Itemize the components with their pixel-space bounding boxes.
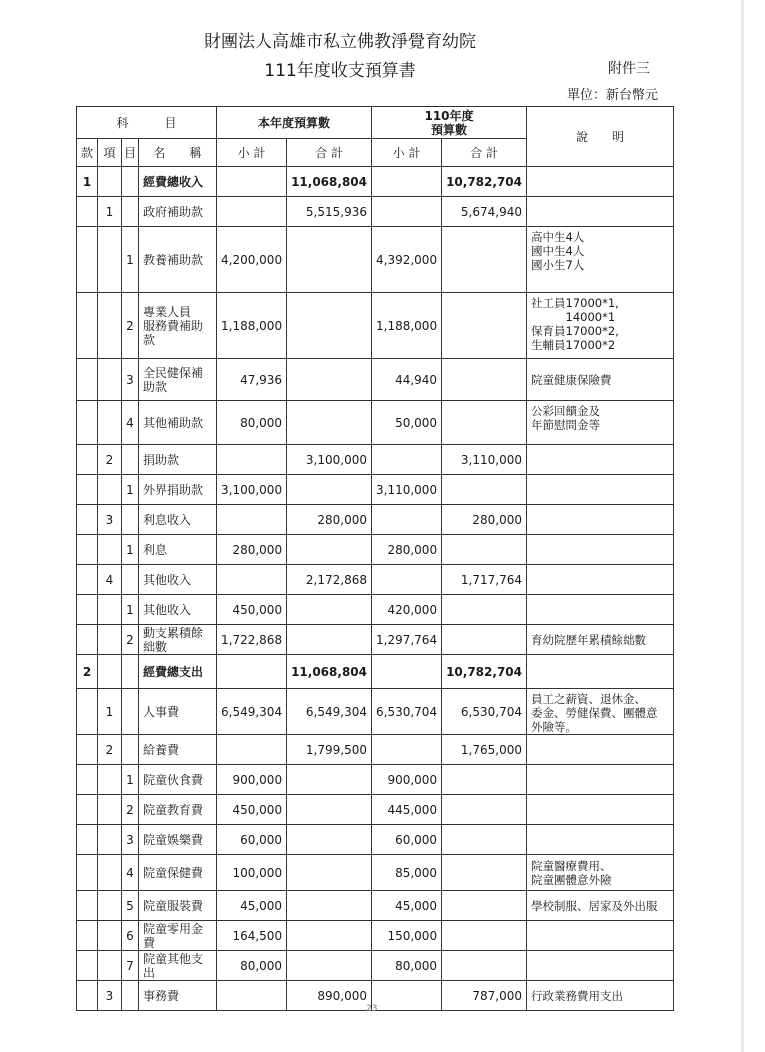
note-cell: 行政業務費用支出 (527, 981, 674, 1011)
current-total-cell: 2,172,868 (287, 565, 372, 595)
kuan-cell (77, 475, 98, 505)
name-cell: 院童伙食費 (139, 765, 217, 795)
current-total-cell (287, 293, 372, 359)
kuan-cell (77, 689, 98, 735)
xiang-cell: 3 (98, 981, 122, 1011)
note-cell (527, 795, 674, 825)
current-total-cell (287, 625, 372, 655)
mu-cell: 7 (122, 951, 139, 981)
name-cell: 全民健保補 助款 (139, 359, 217, 401)
kuan-cell (77, 855, 98, 891)
note-cell: 社工員17000*1, 14000*1 保育員17000*2, 生輔員17000*2 (527, 293, 674, 359)
name-cell: 人事費 (139, 689, 217, 735)
note-cell (527, 595, 674, 625)
unit-label: 單位：新台幣元 (567, 88, 659, 103)
table-row (77, 625, 674, 655)
prev-subtotal-cell: 280,000 (372, 535, 442, 565)
mu-cell (122, 981, 139, 1011)
current-total-cell (287, 891, 372, 921)
prev-subtotal-cell: 80,000 (372, 951, 442, 981)
page-number: 23 (366, 1004, 378, 1014)
prev-total-cell (442, 795, 527, 825)
prev-subtotal-cell: 1,297,764 (372, 625, 442, 655)
note-cell: 育幼院歷年累積餘絀數 (527, 625, 674, 655)
kuan-cell (77, 197, 98, 227)
prev-subtotal-cell: 4,392,000 (372, 227, 442, 293)
current-subtotal-cell (217, 655, 287, 689)
note-cell: 公彩回饋金及 年節慰問金等 (527, 401, 674, 445)
current-subtotal-cell (217, 197, 287, 227)
xiang-cell (98, 595, 122, 625)
note-cell: 員工之薪資、退休金、 委金、勞健保費、團體意 外險等。 (527, 689, 674, 735)
name-cell: 院童零用金費 (139, 921, 217, 951)
name-cell: 其他收入 (139, 565, 217, 595)
note-cell (527, 825, 674, 855)
prev-subtotal-cell: 445,000 (372, 795, 442, 825)
note-cell (527, 655, 674, 689)
note-cell (527, 197, 674, 227)
current-subtotal-cell (217, 505, 287, 535)
mu-cell (122, 655, 139, 689)
kuan-cell: 1 (77, 167, 98, 197)
current-subtotal-header: 小 計 (217, 139, 287, 167)
table-row (77, 655, 674, 689)
mu-cell (122, 735, 139, 765)
xiang-cell (98, 855, 122, 891)
table-row (77, 951, 674, 981)
name-cell: 院童教育費 (139, 795, 217, 825)
mu-cell (122, 565, 139, 595)
current-total-cell (287, 401, 372, 445)
xiang-cell: 2 (98, 445, 122, 475)
name-cell: 院童娛樂費 (139, 825, 217, 855)
xiang-cell (98, 655, 122, 689)
kuan-cell (77, 535, 98, 565)
prev-subtotal-cell: 150,000 (372, 921, 442, 951)
xiang-cell (98, 625, 122, 655)
table-row (77, 765, 674, 795)
note-cell: 高中生4人 國中生4人 國小生7人 (527, 227, 674, 293)
xiang-cell (98, 825, 122, 855)
name-cell: 外界捐助款 (139, 475, 217, 505)
kuan-cell (77, 795, 98, 825)
prev-total-cell (442, 595, 527, 625)
xiang-cell (98, 401, 122, 445)
table-row (77, 167, 674, 197)
note-cell (527, 735, 674, 765)
note-cell (527, 951, 674, 981)
table-row (77, 475, 674, 505)
prev-subtotal-header: 小 計 (372, 139, 442, 167)
prev-subtotal-cell (372, 505, 442, 535)
current-budget-header: 本年度預算數 (217, 107, 372, 139)
kuan-cell: 2 (77, 655, 98, 689)
current-total-cell (287, 855, 372, 891)
mu-cell: 1 (122, 765, 139, 795)
current-subtotal-cell: 100,000 (217, 855, 287, 891)
table-row (77, 595, 674, 625)
kuan-cell (77, 595, 98, 625)
note-cell: 學校制服、居家及外出服 (527, 891, 674, 921)
prev-subtotal-cell: 900,000 (372, 765, 442, 795)
current-subtotal-cell: 80,000 (217, 951, 287, 981)
org-title: 財團法人高雄市私立佛教淨覺育幼院 (204, 32, 476, 52)
kuan-cell (77, 891, 98, 921)
note-cell: 院童健康保險費 (527, 359, 674, 401)
current-subtotal-cell: 6,549,304 (217, 689, 287, 735)
current-subtotal-cell: 60,000 (217, 825, 287, 855)
prev-total-cell (442, 825, 527, 855)
name-cell: 經費總支出 (139, 655, 217, 689)
name-cell: 政府補助款 (139, 197, 217, 227)
kuan-cell (77, 825, 98, 855)
prev-total-cell: 5,674,940 (442, 197, 527, 227)
mu-cell: 2 (122, 625, 139, 655)
current-total-cell: 11,068,804 (287, 655, 372, 689)
prev-subtotal-cell: 420,000 (372, 595, 442, 625)
current-total-cell: 890,000 (287, 981, 372, 1011)
xiang-header: 項 (98, 139, 122, 167)
kuan-cell (77, 401, 98, 445)
mu-cell: 6 (122, 921, 139, 951)
prev-subtotal-cell: 60,000 (372, 825, 442, 855)
prev-total-cell (442, 227, 527, 293)
kuan-cell (77, 445, 98, 475)
current-total-cell (287, 535, 372, 565)
prev-budget-header: 110年度 預算數 (372, 107, 527, 139)
current-total-cell: 1,799,500 (287, 735, 372, 765)
current-subtotal-cell (217, 445, 287, 475)
table-row (77, 505, 674, 535)
prev-subtotal-cell: 6,530,704 (372, 689, 442, 735)
prev-subtotal-cell: 50,000 (372, 401, 442, 445)
prev-total-cell (442, 951, 527, 981)
xiang-cell: 4 (98, 565, 122, 595)
xiang-cell: 1 (98, 197, 122, 227)
note-cell (527, 565, 674, 595)
kuan-cell (77, 625, 98, 655)
note-cell (527, 765, 674, 795)
current-total-cell (287, 595, 372, 625)
current-subtotal-cell: 45,000 (217, 891, 287, 921)
kuan-cell (77, 921, 98, 951)
mu-cell: 4 (122, 401, 139, 445)
mu-cell: 1 (122, 475, 139, 505)
xiang-cell (98, 765, 122, 795)
kuan-cell (77, 505, 98, 535)
mu-cell: 2 (122, 795, 139, 825)
scan-edge (741, 0, 744, 1052)
kuan-cell (77, 951, 98, 981)
mu-cell (122, 689, 139, 735)
prev-total-cell: 1,765,000 (442, 735, 527, 765)
prev-subtotal-cell (372, 445, 442, 475)
current-subtotal-cell: 3,100,000 (217, 475, 287, 505)
prev-total-cell (442, 921, 527, 951)
current-subtotal-cell: 900,000 (217, 765, 287, 795)
name-header: 名 稱 (139, 139, 217, 167)
note-cell (527, 535, 674, 565)
mu-cell: 5 (122, 891, 139, 921)
table-row (77, 359, 674, 401)
mu-cell: 4 (122, 855, 139, 891)
prev-total-cell (442, 891, 527, 921)
prev-total-cell: 10,782,704 (442, 167, 527, 197)
mu-cell (122, 505, 139, 535)
xiang-cell (98, 475, 122, 505)
prev-total-cell: 10,782,704 (442, 655, 527, 689)
xiang-cell (98, 921, 122, 951)
xiang-cell (98, 167, 122, 197)
name-cell: 動支累積餘 絀數 (139, 625, 217, 655)
prev-subtotal-cell: 3,110,000 (372, 475, 442, 505)
current-total-cell (287, 359, 372, 401)
name-cell: 專業人員 服務費補助 款 (139, 293, 217, 359)
prev-subtotal-cell (372, 735, 442, 765)
prev-total-cell: 1,717,764 (442, 565, 527, 595)
xiang-cell (98, 359, 122, 401)
xiang-cell (98, 293, 122, 359)
table-row (77, 825, 674, 855)
prev-total-cell (442, 475, 527, 505)
mu-cell: 1 (122, 535, 139, 565)
table-row (77, 855, 674, 891)
budget-table (76, 106, 674, 1011)
current-total-header: 合 計 (287, 139, 372, 167)
kuan-cell (77, 565, 98, 595)
table-row (77, 227, 674, 293)
prev-total-cell (442, 401, 527, 445)
current-total-cell: 11,068,804 (287, 167, 372, 197)
name-cell: 經費總收入 (139, 167, 217, 197)
current-subtotal-cell: 450,000 (217, 795, 287, 825)
prev-total-cell (442, 535, 527, 565)
mu-cell: 1 (122, 595, 139, 625)
table-row (77, 401, 674, 445)
prev-subtotal-cell: 85,000 (372, 855, 442, 891)
current-total-cell (287, 921, 372, 951)
note-cell: 院童醫療費用、 院童團體意外險 (527, 855, 674, 891)
mu-cell (122, 445, 139, 475)
prev-total-cell (442, 765, 527, 795)
mu-cell: 3 (122, 359, 139, 401)
kuan-cell (77, 359, 98, 401)
current-total-cell (287, 795, 372, 825)
current-total-cell (287, 825, 372, 855)
xiang-cell (98, 795, 122, 825)
prev-total-cell: 280,000 (442, 505, 527, 535)
xiang-cell: 1 (98, 689, 122, 735)
table-row (77, 535, 674, 565)
table-row (77, 445, 674, 475)
current-total-cell: 5,515,936 (287, 197, 372, 227)
current-subtotal-cell: 47,936 (217, 359, 287, 401)
current-total-cell: 6,549,304 (287, 689, 372, 735)
prev-subtotal-cell (372, 197, 442, 227)
name-cell: 教養補助款 (139, 227, 217, 293)
current-subtotal-cell: 280,000 (217, 535, 287, 565)
xiang-cell: 3 (98, 505, 122, 535)
xiang-cell: 2 (98, 735, 122, 765)
document-title: 111年度收支預算書 (264, 61, 416, 81)
current-subtotal-cell: 164,500 (217, 921, 287, 951)
mu-cell: 1 (122, 227, 139, 293)
name-cell: 其他補助款 (139, 401, 217, 445)
current-subtotal-cell (217, 981, 287, 1011)
kuan-cell (77, 227, 98, 293)
subject-header: 科 目 (77, 107, 217, 139)
current-subtotal-cell: 1,722,868 (217, 625, 287, 655)
current-subtotal-cell: 4,200,000 (217, 227, 287, 293)
name-cell: 給養費 (139, 735, 217, 765)
table-row (77, 293, 674, 359)
notes-header: 說 明 (527, 107, 674, 167)
table-row (77, 565, 674, 595)
prev-subtotal-cell (372, 655, 442, 689)
table-row (77, 197, 674, 227)
xiang-cell (98, 951, 122, 981)
kuan-cell (77, 981, 98, 1011)
name-cell: 其他收入 (139, 595, 217, 625)
current-subtotal-cell (217, 565, 287, 595)
current-total-cell: 280,000 (287, 505, 372, 535)
prev-total-cell (442, 359, 527, 401)
name-cell: 捐助款 (139, 445, 217, 475)
prev-subtotal-cell: 44,940 (372, 359, 442, 401)
note-cell (527, 445, 674, 475)
table-row (77, 735, 674, 765)
table-row (77, 689, 674, 735)
prev-subtotal-cell (372, 167, 442, 197)
table-row (77, 921, 674, 951)
xiang-cell (98, 227, 122, 293)
table-row (77, 795, 674, 825)
mu-cell (122, 167, 139, 197)
kuan-cell (77, 765, 98, 795)
note-cell (527, 167, 674, 197)
note-cell (527, 505, 674, 535)
current-total-cell (287, 227, 372, 293)
prev-total-header: 合 計 (442, 139, 527, 167)
note-cell (527, 475, 674, 505)
prev-subtotal-cell: 1,188,000 (372, 293, 442, 359)
current-subtotal-cell: 450,000 (217, 595, 287, 625)
kuan-cell (77, 735, 98, 765)
mu-cell: 2 (122, 293, 139, 359)
mu-cell (122, 197, 139, 227)
current-total-cell (287, 765, 372, 795)
current-subtotal-cell: 1,188,000 (217, 293, 287, 359)
current-subtotal-cell (217, 167, 287, 197)
prev-subtotal-cell (372, 565, 442, 595)
prev-total-cell: 6,530,704 (442, 689, 527, 735)
kuan-cell (77, 293, 98, 359)
name-cell: 院童其他支出 (139, 951, 217, 981)
name-cell: 院童服裝費 (139, 891, 217, 921)
name-cell: 利息 (139, 535, 217, 565)
mu-cell: 3 (122, 825, 139, 855)
current-total-cell (287, 951, 372, 981)
note-cell (527, 921, 674, 951)
table-row (77, 891, 674, 921)
attachment-label: 附件三 (608, 61, 650, 77)
name-cell: 院童保健費 (139, 855, 217, 891)
xiang-cell (98, 891, 122, 921)
current-total-cell: 3,100,000 (287, 445, 372, 475)
prev-total-cell: 787,000 (442, 981, 527, 1011)
current-subtotal-cell (217, 735, 287, 765)
xiang-cell (98, 535, 122, 565)
current-total-cell (287, 475, 372, 505)
name-cell: 利息收入 (139, 505, 217, 535)
kuan-header: 款 (77, 139, 98, 167)
current-subtotal-cell: 80,000 (217, 401, 287, 445)
name-cell: 事務費 (139, 981, 217, 1011)
prev-subtotal-cell: 45,000 (372, 891, 442, 921)
prev-total-cell (442, 855, 527, 891)
prev-subtotal-cell (372, 981, 442, 1011)
prev-total-cell (442, 625, 527, 655)
prev-total-cell (442, 293, 527, 359)
mu-header: 目 (122, 139, 139, 167)
prev-total-cell: 3,110,000 (442, 445, 527, 475)
